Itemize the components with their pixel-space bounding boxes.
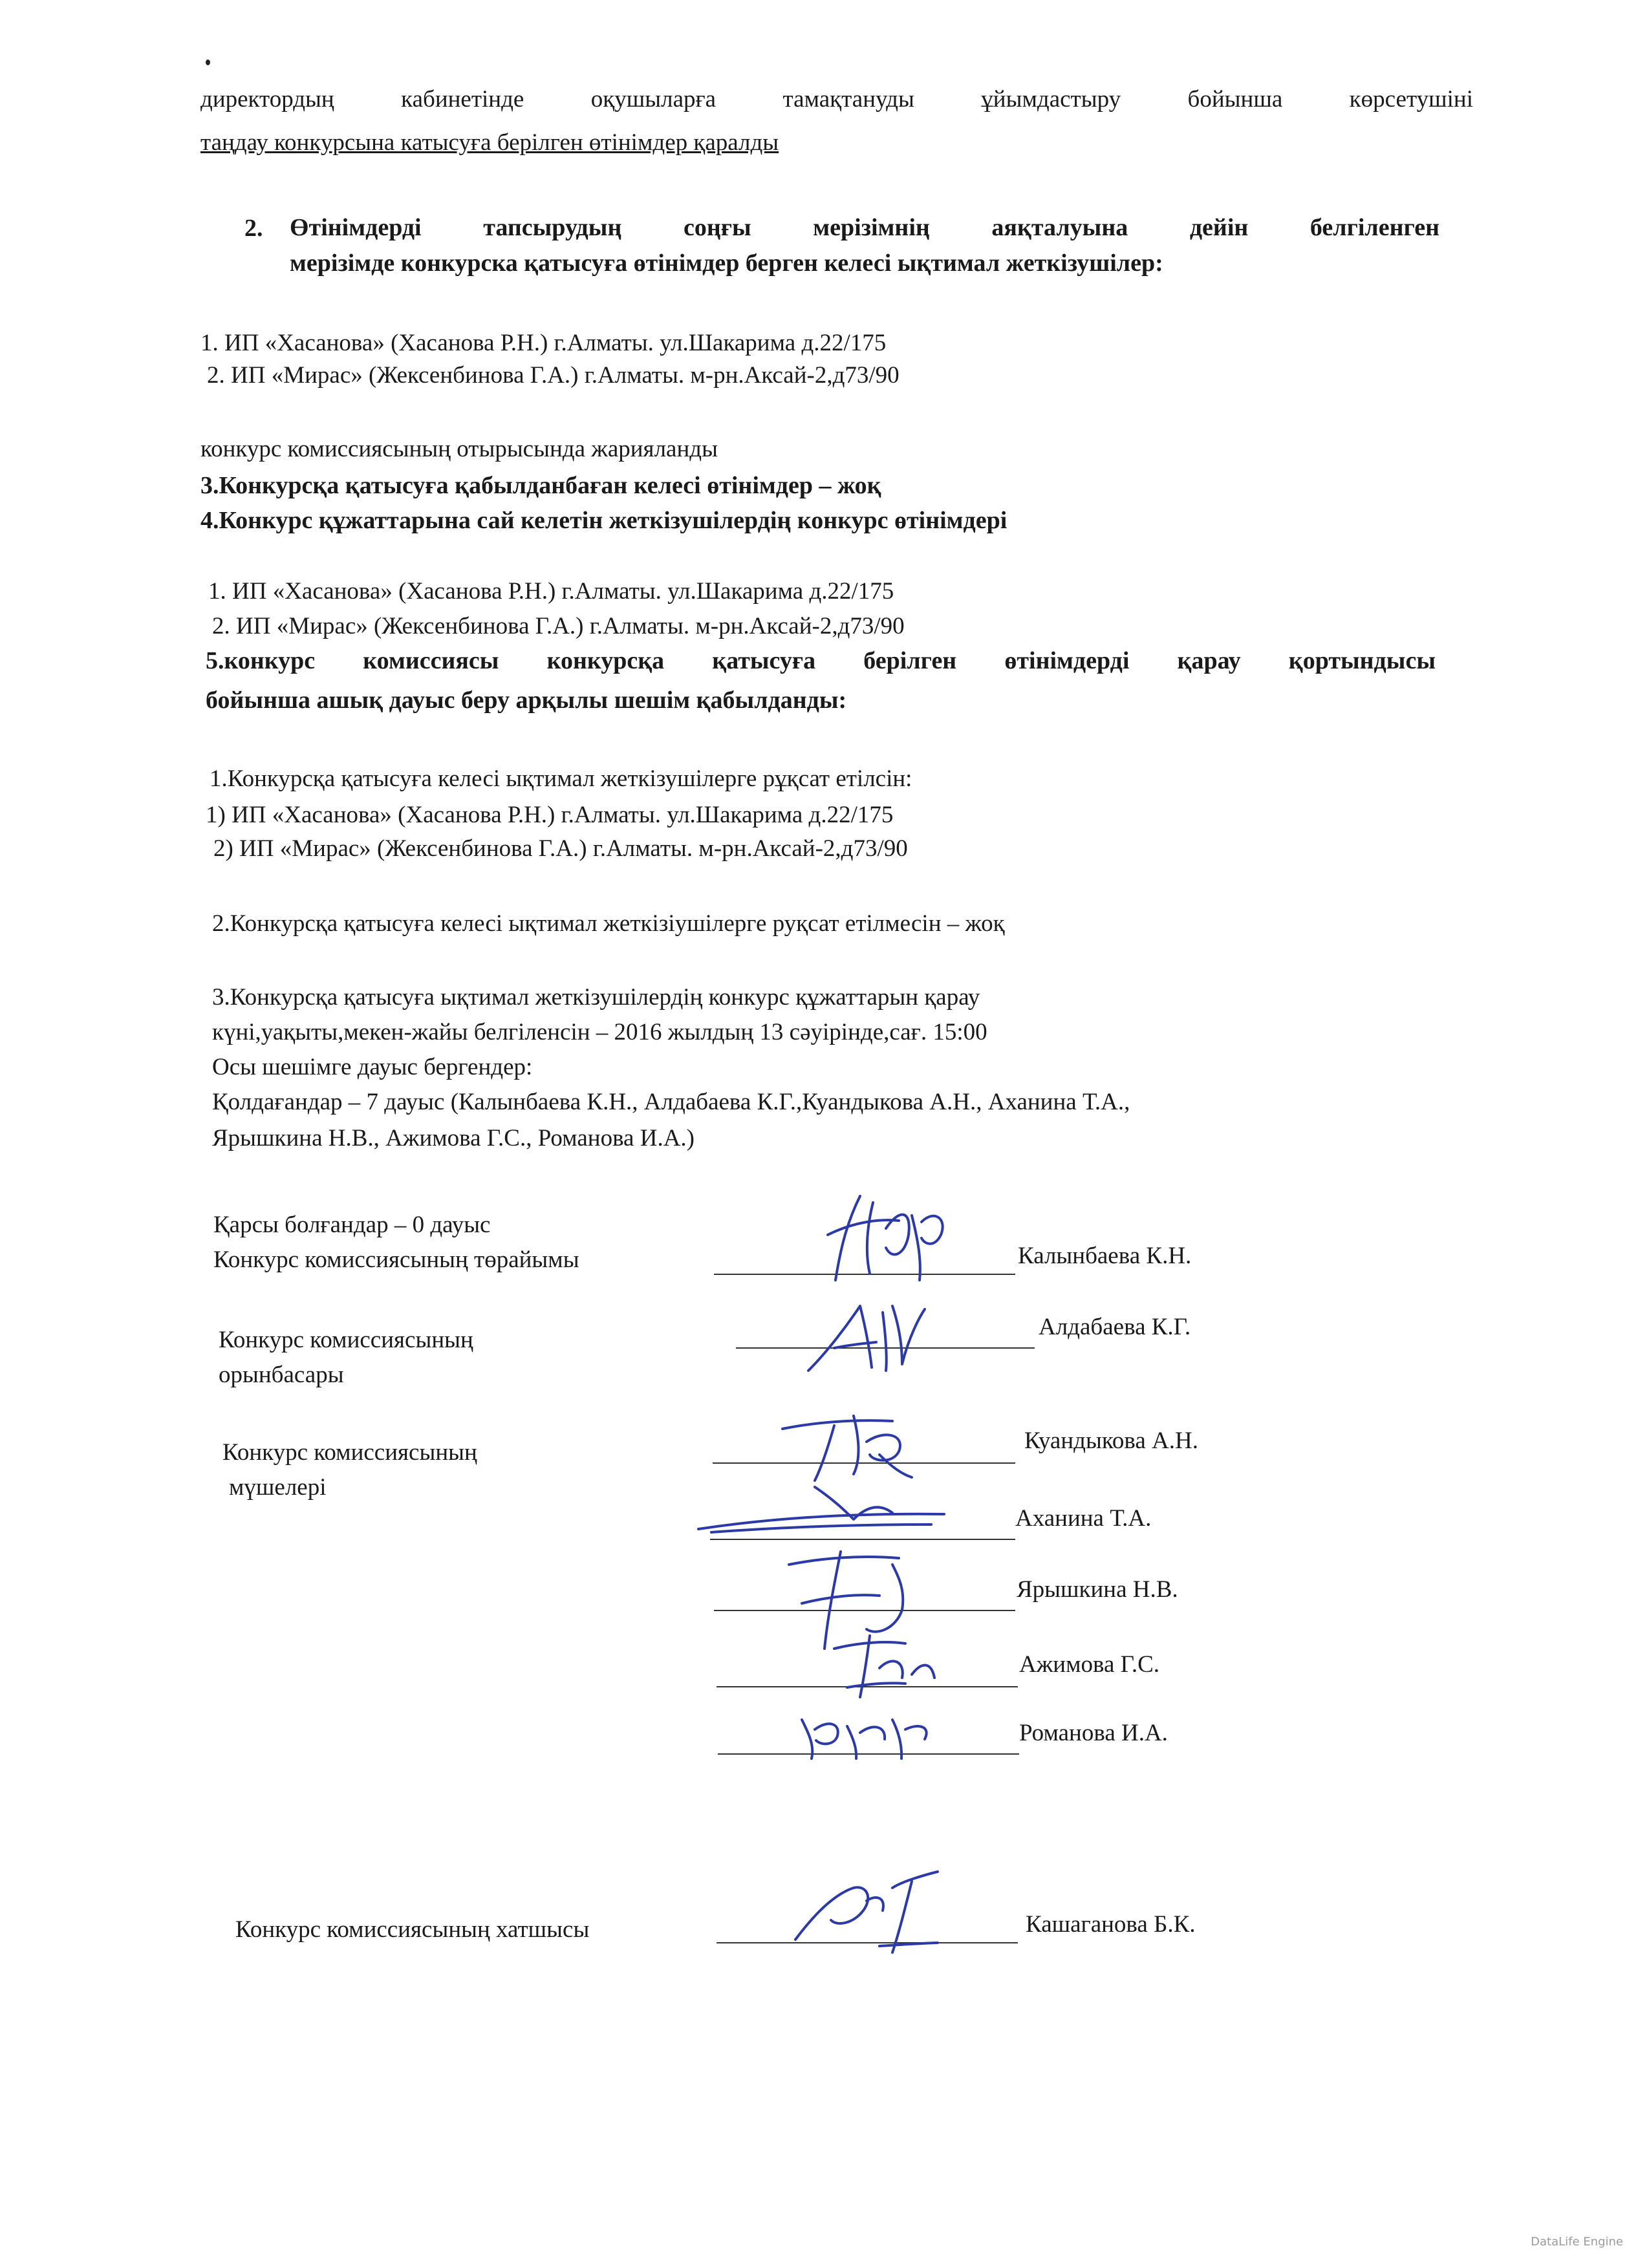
section-5-line-1: 5.конкурс комиссиясы конкурсқа қатысуға берілген өтінімдерді қарау қортындысы [206,647,1436,674]
section-3: 3.Конкурсқа қатысуға қабылданбаған келесі өтінімдер – жоқ [200,472,881,499]
deputy-name: Алдабаева К.Г. [1039,1314,1191,1340]
decision-3-line-2: күні,уақыты,мекен-жайы белгіленсін – 2016 жылдың 13 сәуірінде,сағ. 15:00 [212,1019,987,1045]
decision-2: 2.Конкурсқа қатысуға келесі ықтимал жеткізіушілерге руқсат етілмесін – жоқ [212,910,1005,937]
member-2-signature [685,1468,970,1545]
votes-heading: Осы шешімге дауыс бергендер: [212,1054,533,1080]
votes-for-line-2: Ярышкина Н.В., Ажимова Г.С., Романова И.А.) [212,1125,695,1151]
member-1-name: Куандыкова А.Н. [1024,1428,1199,1454]
votes-for-line-1: Қолдағандар – 7 дауыс (Калынбаева К.Н., Алдабаева К.Г.,Куандыкова А.Н., Аханина Т.А., [212,1089,1130,1115]
chair-signature [802,1183,964,1287]
member-1-signature [763,1390,931,1481]
deputy-signature [795,1287,951,1384]
section-2-line-2: мерізімде конкурска қатысуға өтінімдер берген келесі ықтимал жеткізушілер: [290,250,1163,277]
supplier-2: 2. ИП «Мирас» (Жексенбинова Г.А.) г.Алматы. м-рн.Аксай-2,д73/90 [207,362,900,389]
secretary-name: Кашаганова Б.К. [1026,1911,1196,1938]
members-role-line-2: мүшелері [229,1474,327,1501]
member-5-name: Романова И.А. [1019,1720,1168,1746]
member-5-signature [776,1694,944,1765]
secretary-role: Конкурс комиссиясының хатшысы [235,1916,590,1943]
supplier-1: 1. ИП «Хасанова» (Хасанова Р.Н.) г.Алматы. ул.Шакарима д.22/175 [200,330,887,356]
deputy-role-line-2: орынбасары [219,1362,344,1388]
scan-dot [206,59,210,65]
intro-line-1: директордың кабинетінде оқушыларға тамақтануды ұйымдастыру бойынша көрсетушіні [200,86,1473,112]
decision-1-heading: 1.Конкурсқа қатысуға келесі ықтимал жеткізушілерге рұқсат етілсін: [210,765,912,792]
decision-1-item-2: 2) ИП «Мирас» (Жексенбинова Г.А.) г.Алматы. м-рн.Аксай-2,д73/90 [213,835,908,862]
secretary-signature [776,1862,957,1959]
member-2-name: Аханина Т.А. [1015,1505,1152,1532]
announced-text: конкурс комиссиясының отырысында жарияланды [200,436,718,462]
section-5-line-2: бойынша ашық дауыс беру арқылы шешім қабылданды: [206,687,847,714]
votes-against: Қарсы болғандар – 0 дауыс [213,1212,491,1238]
section-2-line-1: Өтінімдерді тапсырудың соңғы мерізімнің аяқталуына дейін белгіленген [290,214,1439,241]
members-role-line-1: Конкурс комиссиясының [222,1439,477,1466]
chair-name: Калынбаева К.Н. [1018,1243,1192,1269]
decision-3-line-1: 3.Конкурсқа қатысуға ықтимал жеткізушілердің конкурс құжаттарын қарау [212,984,980,1011]
intro-line-2: таңдау конкурсына катысуға берілген өтінімдер қаралды [200,129,779,156]
member-4-signature [808,1616,951,1700]
chair-role: Конкурс комиссиясының төрайымы [213,1246,579,1273]
section-2-number: 2. [244,215,263,242]
supplier-2-2: 2. ИП «Мирас» (Жексенбинова Г.А.) г.Алматы. м-рн.Аксай-2,д73/90 [212,613,905,639]
scanner-watermark: DataLife Engine [1531,2235,1623,2249]
section-4: 4.Конкурс құжаттарына сай келетін жеткізушілердің конкурс өтінімдері [200,507,1008,534]
member-4-name: Ажимова Г.С. [1019,1651,1160,1678]
deputy-role-line-1: Конкурс комиссиясының [219,1327,473,1353]
member-3-name: Ярышкина Н.В. [1017,1576,1178,1603]
decision-1-item-1: 1) ИП «Хасанова» (Хасанова Р.Н.) г.Алматы. ул.Шакарима д.22/175 [206,802,894,828]
supplier-2-1: 1. ИП «Хасанова» (Хасанова Р.Н.) г.Алматы. ул.Шакарима д.22/175 [208,578,894,604]
